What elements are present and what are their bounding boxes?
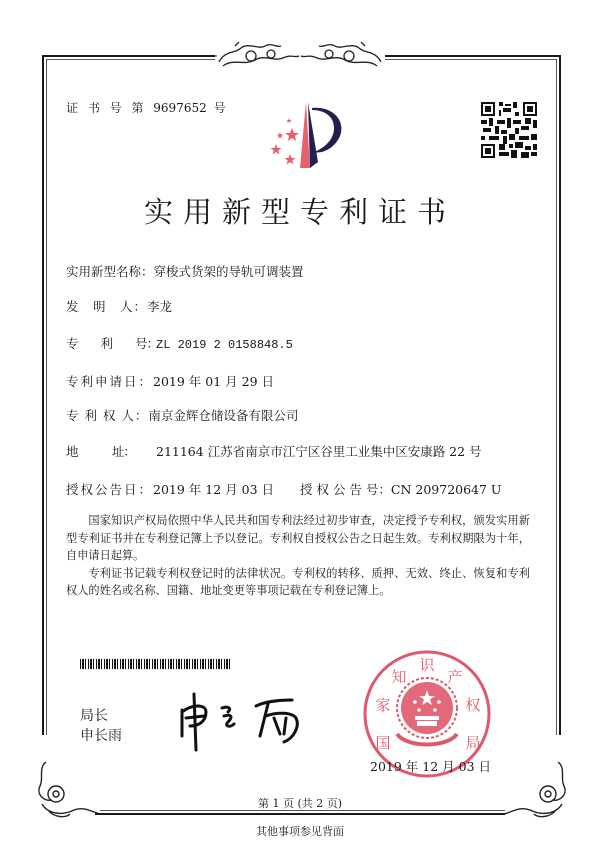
seal-date: 2019 年 12 月 03 日 [370,759,491,774]
svg-text:产: 产 [447,668,463,686]
barcode-icon [80,659,232,669]
field-label: 发 明 人： [66,299,148,314]
field-inventor [66,297,172,315]
field-patent-number [66,334,293,352]
cnipa-logo-icon [262,98,346,170]
field-application-date [66,372,274,390]
field-address [66,442,482,460]
legal-paragraph: 专利证书记载专利权登记时的法律状况。专利权的转移、质押、无效、终止、恢复和专利权人的姓名或名称、国籍、地址变更等事项记载在专利登记簿上。 [66,566,530,597]
director-block [80,706,122,746]
field-label: 授 权 公 告 号： [300,482,391,497]
director-title: 局长 [80,708,108,724]
svg-text:局: 局 [465,734,481,752]
certificate-number-value: 9697652 [153,101,207,115]
field-value: 2019 年 01 月 29 日 [153,374,275,389]
field-grant-date [66,480,274,498]
field-label: 专利申请日： [66,374,154,389]
svg-text:识: 识 [419,656,435,674]
footer-note: 其他事项参见背面 [256,825,344,838]
certificate-number-label: 证 书 号 第 [66,101,147,115]
field-value: 211164 江苏省南京市江宁区谷里工业集中区安康路 22 号 [156,444,482,459]
certificate-number [66,99,229,116]
field-grant-publication-number [300,480,501,498]
field-value: 穿梭式货架的导轨可调装置 [153,264,304,279]
director-name: 申长雨 [80,728,122,744]
certificate-number-suffix: 号 [213,101,229,115]
field-utility-model-name [66,262,304,280]
certificate-title: 实用新型专利证书 [143,195,456,229]
signature-icon [176,690,306,752]
qr-code-icon[interactable] [481,102,537,158]
field-label: 授权公告日： [66,482,154,497]
corner-ornament-bottom-right-icon [500,760,570,820]
field-value: CN 209720647 U [390,482,502,497]
svg-text:家: 家 [375,696,391,714]
corner-ornament-bottom-left-icon [34,760,104,820]
legal-paragraph: 国家知识产权局依照中华人民共和国专利法经过初步审查，决定授予专利权，颁发实用新型专利证书并在专利登记簿上予以登记。专利权自授权公告之日起生效。专利权期限为十年，自申请日起算。 [66,514,530,562]
dragon-ornament-icon [215,40,385,72]
field-value: 李龙 [147,299,173,314]
svg-text:权: 权 [465,696,481,714]
field-label: 专 利 号： [66,336,159,351]
field-label: 地 址： [66,444,136,459]
field-value: ZL 2019 2 0158848.5 [156,338,293,352]
legal-statement [66,512,530,600]
svg-text:知: 知 [391,668,407,686]
svg-text:国: 国 [375,734,391,752]
field-value: 南京金辉仓储设备有限公司 [148,408,299,423]
bottom-border-line [95,813,505,815]
field-label: 实用新型名称： [66,264,154,279]
field-label: 专 利 权 人： [66,408,149,423]
field-patentee [66,406,298,424]
page-indicator: 第 1 页 (共 2 页) [257,797,343,810]
field-value: 2019 年 12 月 03 日 [153,482,275,497]
